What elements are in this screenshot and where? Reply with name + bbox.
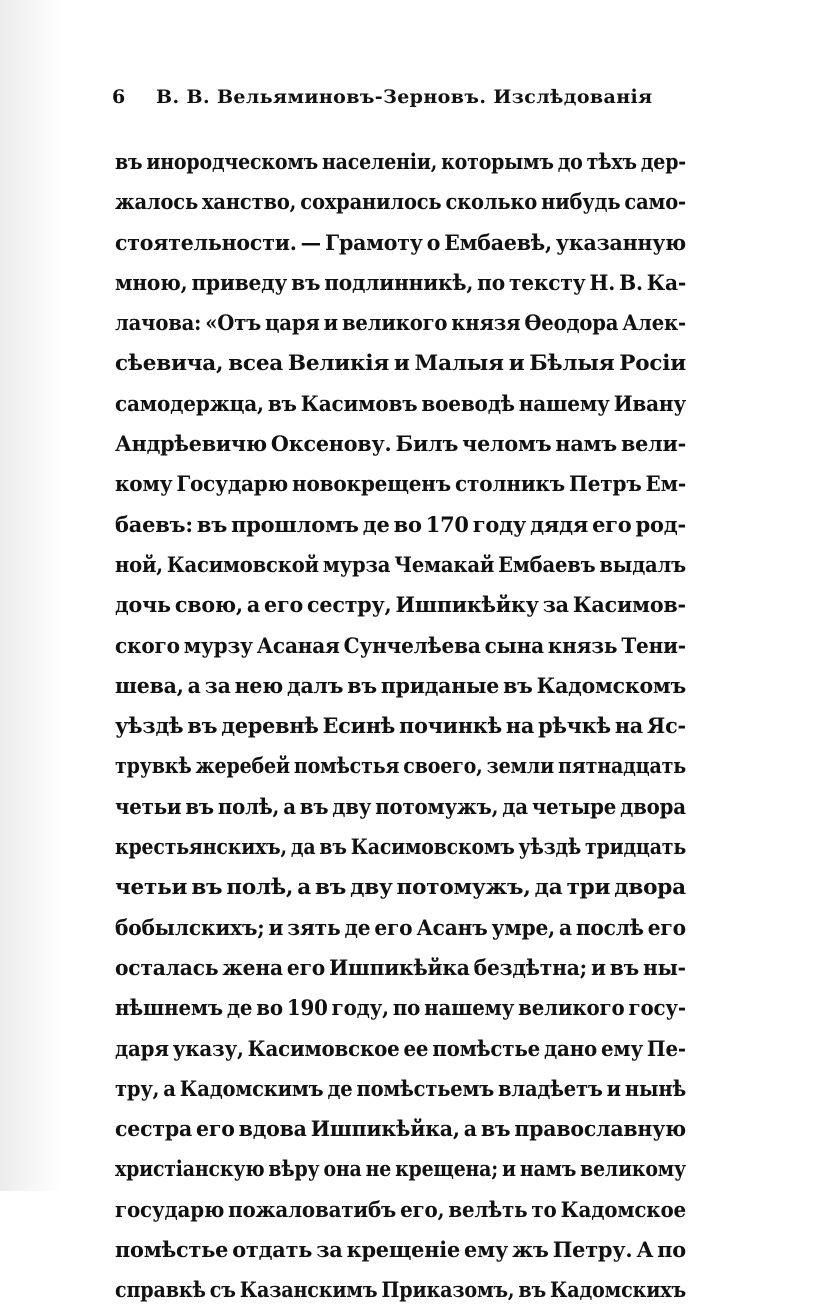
text-line: дочь свою, а его сестру, Ишпикѣйку за Касимов-: [115, 593, 686, 619]
text-line: осталась жена его Ишпикѣйка бездѣтна; и въ ны-: [115, 955, 686, 981]
text-line: сестра его вдова Ишпикѣйка, а въ православную: [115, 1117, 686, 1143]
text-line: баевъ: въ прошломъ де во 170 году дядя его род-: [115, 512, 686, 538]
running-title: В. В. Вельяминовъ-Зерновъ. Изслѣдованія: [156, 86, 653, 108]
page-number: 6: [112, 86, 126, 108]
text-line: стоятельности. — Грамоту о Ембаевѣ, указанную: [115, 230, 686, 256]
text-line: нѣшнемъ де во 190 году, по нашему великого госу-: [115, 996, 686, 1022]
text-line: трувкѣ жеребей помѣстья своего, земли пятнадцать: [115, 754, 686, 780]
text-line: самодержца, въ Касимовъ воеводѣ нашему Ивану: [115, 391, 686, 417]
text-line: сѣевича, всеа Великія и Малыя и Бѣлыя Росіи: [115, 351, 686, 377]
text-line: ной, Касимовской мурза Чемакай Ембаевъ выдалъ: [115, 552, 686, 578]
text-line: ского мурзу Асаная Сунчелѣева сына князь Тени-: [115, 633, 686, 659]
text-line: жалось ханство, сохранилось сколько нибудь само-: [115, 190, 686, 216]
text-line: кому Государю новокрещенъ столникъ Петръ Ем-: [115, 472, 686, 498]
text-line: мною, приведу въ подлинникѣ, по тексту Н. В. Ка-: [115, 270, 686, 296]
scan-shadow-edge: [0, 0, 62, 1191]
text-line: шева, а за нею далъ въ приданые въ Кадомскомъ: [115, 673, 686, 699]
text-line: лачова: «Отъ царя и великого князя Ѳеодора Алек-: [115, 311, 686, 337]
text-line: уѣздѣ въ деревнѣ Есинѣ починкѣ на рѣчкѣ на Яс-: [115, 714, 686, 740]
text-line: Андрѣевичю Оксенову. Билъ челомъ намъ вели-: [115, 432, 686, 458]
text-line: въ инородческомъ населеніи, которымъ до тѣхъ дер-: [115, 150, 686, 175]
text-line: государю пожаловатибъ его, велѣть то Кадомское: [115, 1197, 686, 1223]
text-line: четьи въ полѣ, а въ дву потомужъ, да четыре двора: [115, 794, 686, 820]
text-line: помѣстье отдать за крещеніе ему жъ Петру. А по: [115, 1238, 686, 1264]
text-line: бобылскихъ; и зять де его Асанъ умре, а послѣ его: [115, 915, 686, 941]
text-line: справкѣ съ Казанскимъ Приказомъ, въ Кадомскихъ: [115, 1278, 686, 1304]
text-line: крестьянскихъ, да въ Касимовскомъ уѣздѣ тридцать: [115, 835, 686, 861]
text-line: четьи въ полѣ, а въ дву потомужъ, да три двора: [115, 875, 686, 901]
running-header: [112, 86, 692, 118]
text-line: даря указу, Касимовское ее помѣстье дано ему Пе-: [115, 1036, 686, 1062]
body-text: [115, 147, 686, 1316]
text-line: тру, а Кадомскимъ де помѣстьемъ владѣетъ и нынѣ: [115, 1076, 686, 1102]
text-line: христіанскую вѣру она не крещена; и намъ великому: [115, 1157, 686, 1183]
